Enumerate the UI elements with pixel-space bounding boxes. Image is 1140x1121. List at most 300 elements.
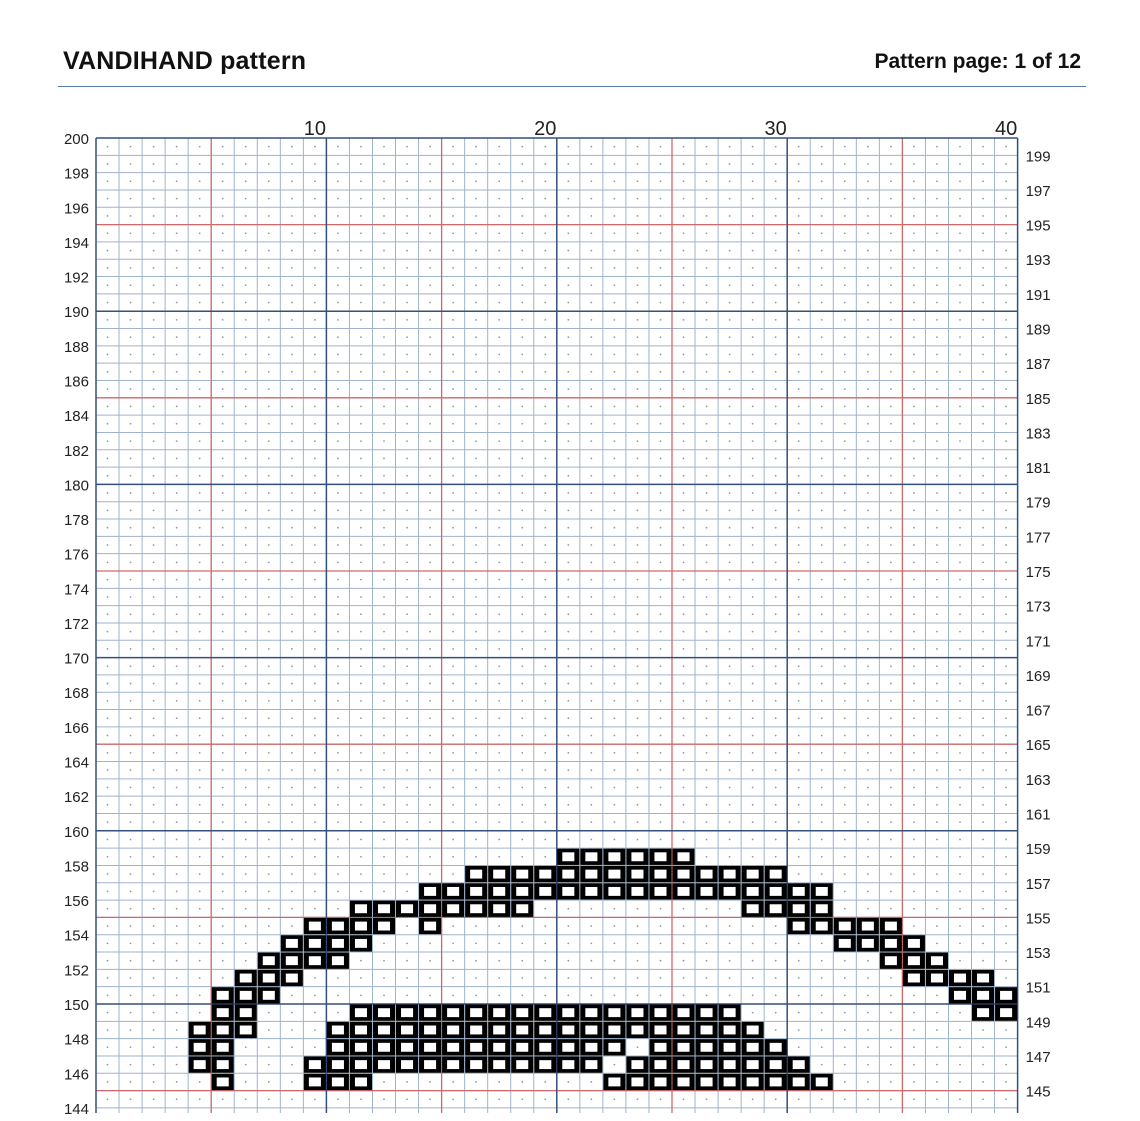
grid-dot [360, 250, 362, 252]
grid-dot [844, 648, 846, 650]
grid-dot [683, 475, 685, 477]
grid-dot [245, 908, 247, 910]
grid-dot [683, 250, 685, 252]
grid-dot [614, 371, 616, 373]
grid-dot [291, 492, 293, 494]
grid-dot [498, 994, 500, 996]
grid-dot [107, 163, 109, 165]
grid-dot [245, 544, 247, 546]
grid-dot [452, 354, 454, 356]
grid-dot [245, 561, 247, 563]
grid-dot [383, 613, 385, 615]
grid-dot [1005, 319, 1007, 321]
grid-dot [452, 821, 454, 823]
grid-dot [752, 631, 754, 633]
grid-dot [452, 977, 454, 979]
stitch-cell-center [424, 1043, 436, 1052]
grid-dot [383, 856, 385, 858]
stitch-cell-center [378, 904, 390, 913]
grid-dot [360, 579, 362, 581]
grid-dot [544, 302, 546, 304]
grid-dot [521, 735, 523, 737]
stitch-cell-center [493, 904, 505, 913]
grid-dot [683, 319, 685, 321]
grid-dot [475, 198, 477, 200]
grid-dot [475, 544, 477, 546]
grid-dot [130, 406, 132, 408]
grid-dot [775, 440, 777, 442]
grid-dot [130, 527, 132, 529]
grid-dot [153, 406, 155, 408]
grid-dot [291, 527, 293, 529]
grid-dot [637, 250, 639, 252]
grid-dot [153, 942, 155, 944]
stitch-cell-center [424, 887, 436, 896]
grid-dot [544, 458, 546, 460]
grid-dot [890, 198, 892, 200]
grid-dot [637, 994, 639, 996]
grid-dot [452, 250, 454, 252]
grid-dot [176, 371, 178, 373]
grid-dot [268, 839, 270, 841]
grid-dot [429, 960, 431, 962]
grid-dot [729, 856, 731, 858]
grid-dot [360, 509, 362, 511]
grid-dot [452, 527, 454, 529]
grid-dot [752, 527, 754, 529]
grid-dot [1005, 683, 1007, 685]
grid-dot [107, 1064, 109, 1066]
grid-dot [130, 492, 132, 494]
grid-dot [683, 423, 685, 425]
stitch-cell-center [332, 1026, 344, 1035]
grid-dot [637, 198, 639, 200]
grid-dot [429, 406, 431, 408]
grid-dot [821, 163, 823, 165]
grid-dot [706, 804, 708, 806]
stitch-cell-center [678, 1008, 690, 1017]
stitch-cell-center [724, 887, 736, 896]
grid-dot [660, 804, 662, 806]
grid-dot [475, 250, 477, 252]
stitch-cell-center [954, 991, 966, 1000]
grid-dot [544, 319, 546, 321]
grid-dot [959, 1081, 961, 1083]
grid-dot [406, 1098, 408, 1100]
stitch-cell-center [608, 1026, 620, 1035]
grid-dot [706, 406, 708, 408]
grid-dot [821, 423, 823, 425]
grid-dot [452, 579, 454, 581]
grid-dot [590, 821, 592, 823]
grid-dot [153, 440, 155, 442]
grid-dot [475, 163, 477, 165]
grid-dot [429, 683, 431, 685]
grid-dot [959, 925, 961, 927]
grid-dot [637, 752, 639, 754]
grid-dot [291, 683, 293, 685]
grid-dot [867, 198, 869, 200]
stitch-cell-center [263, 991, 275, 1000]
grid-dot [821, 544, 823, 546]
stitch-cell-center [724, 1043, 736, 1052]
grid-dot [107, 787, 109, 789]
row-label-right: 195 [1025, 217, 1051, 235]
grid-dot [406, 994, 408, 996]
grid-dot [890, 475, 892, 477]
grid-dot [660, 925, 662, 927]
grid-dot [706, 336, 708, 338]
grid-dot [314, 475, 316, 477]
grid-dot [867, 804, 869, 806]
grid-dot [314, 683, 316, 685]
grid-dot [936, 873, 938, 875]
grid-dot [567, 735, 569, 737]
grid-dot [268, 856, 270, 858]
grid-dot [844, 561, 846, 563]
grid-dot [360, 683, 362, 685]
grid-dot [475, 717, 477, 719]
stitch-cell-center [309, 1077, 321, 1086]
grid-dot [222, 146, 224, 148]
grid-dot [683, 700, 685, 702]
grid-dot [130, 821, 132, 823]
grid-dot [798, 509, 800, 511]
grid-dot [337, 977, 339, 979]
grid-dot [406, 769, 408, 771]
grid-dot [660, 631, 662, 633]
grid-dot [153, 787, 155, 789]
grid-dot [867, 769, 869, 771]
grid-dot [660, 336, 662, 338]
grid-dot [383, 440, 385, 442]
grid-dot [867, 371, 869, 373]
stitch-cell-center [562, 852, 574, 861]
grid-dot [1005, 388, 1007, 390]
grid-dot [337, 284, 339, 286]
grid-dot [660, 665, 662, 667]
grid-dot [429, 717, 431, 719]
grid-dot [222, 873, 224, 875]
grid-dot [107, 1012, 109, 1014]
row-label-left: 160 [63, 823, 89, 841]
grid-dot [729, 198, 731, 200]
grid-dot [521, 839, 523, 841]
grid-dot [383, 960, 385, 962]
grid-dot [406, 527, 408, 529]
grid-dot [867, 146, 869, 148]
grid-dot [406, 215, 408, 217]
grid-dot [890, 232, 892, 234]
grid-dot [153, 180, 155, 182]
stitch-cell-center [194, 1043, 206, 1052]
grid-dot [913, 1116, 915, 1118]
grid-dot [199, 544, 201, 546]
grid-dot [498, 717, 500, 719]
grid-dot [245, 700, 247, 702]
grid-dot [498, 319, 500, 321]
grid-dot [130, 509, 132, 511]
grid-dot [1005, 856, 1007, 858]
grid-dot [199, 925, 201, 927]
grid-dot [660, 509, 662, 511]
grid-dot [959, 544, 961, 546]
grid-dot [544, 544, 546, 546]
stitch-cell-center [516, 870, 528, 879]
grid-dot [383, 561, 385, 563]
grid-dot [867, 319, 869, 321]
grid-dot [913, 804, 915, 806]
grid-dot [429, 579, 431, 581]
grid-dot [729, 925, 731, 927]
grid-dot [936, 336, 938, 338]
stitch-cell-center [654, 887, 666, 896]
grid-dot [867, 561, 869, 563]
grid-dot [291, 579, 293, 581]
grid-dot [521, 406, 523, 408]
grid-dot [844, 787, 846, 789]
grid-dot [452, 873, 454, 875]
grid-dot [821, 631, 823, 633]
grid-dot [821, 752, 823, 754]
grid-dot [337, 198, 339, 200]
grid-dot [521, 1116, 523, 1118]
row-label-right: 171 [1025, 633, 1051, 651]
grid-dot [959, 354, 961, 356]
grid-dot [153, 960, 155, 962]
grid-dot [360, 475, 362, 477]
grid-dot [498, 388, 500, 390]
stitch-cell-center [931, 974, 943, 983]
grid-dot [360, 977, 362, 979]
grid-dot [153, 492, 155, 494]
grid-dot [798, 406, 800, 408]
grid-dot [660, 388, 662, 390]
grid-dot [844, 284, 846, 286]
grid-dot [360, 458, 362, 460]
grid-dot [890, 336, 892, 338]
grid-dot [176, 163, 178, 165]
grid-dot [498, 631, 500, 633]
grid-dot [314, 613, 316, 615]
grid-dot [614, 1116, 616, 1118]
grid-dot [452, 267, 454, 269]
grid-dot [130, 960, 132, 962]
grid-dot [475, 509, 477, 511]
grid-dot [821, 492, 823, 494]
grid-dot [521, 1098, 523, 1100]
grid-dot [775, 752, 777, 754]
stitch-cell-center [770, 887, 782, 896]
grid-dot [1005, 1098, 1007, 1100]
grid-dot [337, 821, 339, 823]
grid-dot [475, 977, 477, 979]
grid-dot [406, 146, 408, 148]
grid-dot [867, 1029, 869, 1031]
grid-dot [752, 596, 754, 598]
stitch-cell-center [332, 1077, 344, 1086]
stitch-cell-center [332, 922, 344, 931]
grid-dot [199, 232, 201, 234]
grid-dot [798, 232, 800, 234]
grid-dot [107, 735, 109, 737]
grid-dot [798, 856, 800, 858]
stitch-cell-center [816, 887, 828, 896]
row-label-left: 164 [63, 754, 89, 772]
grid-dot [245, 665, 247, 667]
grid-dot [429, 527, 431, 529]
grid-dot [567, 336, 569, 338]
grid-dot [360, 769, 362, 771]
grid-dot [913, 198, 915, 200]
grid-dot [222, 925, 224, 927]
grid-dot [729, 509, 731, 511]
grid-dot [383, 873, 385, 875]
grid-dot [614, 700, 616, 702]
grid-dot [498, 925, 500, 927]
grid-dot [199, 839, 201, 841]
stitch-cell-center [931, 956, 943, 965]
grid-dot [590, 925, 592, 927]
grid-dot [360, 267, 362, 269]
grid-dot [383, 232, 385, 234]
grid-dot [452, 787, 454, 789]
grid-dot [222, 475, 224, 477]
grid-dot [337, 1116, 339, 1118]
grid-dot [867, 267, 869, 269]
grid-dot [429, 700, 431, 702]
grid-dot [821, 1064, 823, 1066]
stitch-cell-center [701, 1077, 713, 1086]
grid-dot [1005, 1081, 1007, 1083]
grid-dot [406, 423, 408, 425]
grid-dot [890, 648, 892, 650]
grid-dot [590, 215, 592, 217]
grid-dot [521, 700, 523, 702]
grid-dot [337, 509, 339, 511]
grid-dot [936, 804, 938, 806]
grid-dot [406, 977, 408, 979]
stitch-cell-center [724, 1060, 736, 1069]
grid-dot [844, 388, 846, 390]
grid-dot [130, 146, 132, 148]
grid-dot [153, 198, 155, 200]
grid-dot [683, 163, 685, 165]
grid-dot [590, 683, 592, 685]
grid-dot [798, 180, 800, 182]
grid-dot [959, 406, 961, 408]
grid-dot [429, 631, 431, 633]
grid-dot [821, 665, 823, 667]
grid-dot [337, 908, 339, 910]
grid-dot [867, 631, 869, 633]
grid-dot [222, 544, 224, 546]
grid-dot [544, 908, 546, 910]
grid-dot [268, 683, 270, 685]
grid-dot [452, 769, 454, 771]
grid-dot [383, 423, 385, 425]
grid-dot [475, 302, 477, 304]
grid-dot [798, 1029, 800, 1031]
grid-dot [498, 544, 500, 546]
grid-dot [291, 371, 293, 373]
grid-dot [360, 873, 362, 875]
grid-dot [360, 527, 362, 529]
grid-dot [268, 735, 270, 737]
grid-dot [222, 527, 224, 529]
grid-dot [107, 925, 109, 927]
grid-dot [660, 423, 662, 425]
row-label-left: 174 [63, 581, 89, 599]
grid-dot [521, 665, 523, 667]
grid-dot [637, 1116, 639, 1118]
grid-dot [521, 613, 523, 615]
grid-dot [153, 579, 155, 581]
grid-dot [153, 475, 155, 477]
grid-dot [959, 735, 961, 737]
grid-dot [729, 942, 731, 944]
grid-dot [130, 891, 132, 893]
grid-dot [222, 561, 224, 563]
grid-dot [936, 596, 938, 598]
grid-dot [1005, 752, 1007, 754]
grid-dot [982, 1098, 984, 1100]
grid-dot [176, 752, 178, 754]
grid-dot [637, 267, 639, 269]
stitch-cell-center [608, 852, 620, 861]
grid-dot [337, 561, 339, 563]
grid-dot [890, 613, 892, 615]
row-label-left: 176 [63, 546, 89, 564]
grid-dot [383, 458, 385, 460]
grid-dot [706, 856, 708, 858]
grid-dot [775, 735, 777, 737]
grid-dot [959, 180, 961, 182]
grid-dot [107, 821, 109, 823]
grid-dot [291, 198, 293, 200]
grid-dot [775, 925, 777, 927]
grid-dot [567, 458, 569, 460]
grid-dot [706, 267, 708, 269]
grid-dot [590, 665, 592, 667]
grid-dot [268, 527, 270, 529]
grid-dot [844, 994, 846, 996]
grid-dot [222, 960, 224, 962]
grid-dot [1005, 821, 1007, 823]
grid-dot [130, 198, 132, 200]
grid-dot [913, 839, 915, 841]
row-label-left: 158 [63, 858, 89, 876]
grid-dot [291, 180, 293, 182]
grid-dot [775, 631, 777, 633]
grid-dot [775, 163, 777, 165]
grid-dot [222, 787, 224, 789]
grid-dot [798, 648, 800, 650]
stitch-cell-center [701, 887, 713, 896]
grid-dot [337, 873, 339, 875]
grid-dot [821, 769, 823, 771]
grid-dot [729, 475, 731, 477]
grid-dot [544, 163, 546, 165]
grid-dot [360, 994, 362, 996]
grid-dot [544, 1116, 546, 1118]
grid-dot [660, 267, 662, 269]
stitch-cell-center [654, 852, 666, 861]
grid-dot [867, 891, 869, 893]
grid-dot [337, 232, 339, 234]
grid-dot [452, 596, 454, 598]
grid-dot [429, 839, 431, 841]
